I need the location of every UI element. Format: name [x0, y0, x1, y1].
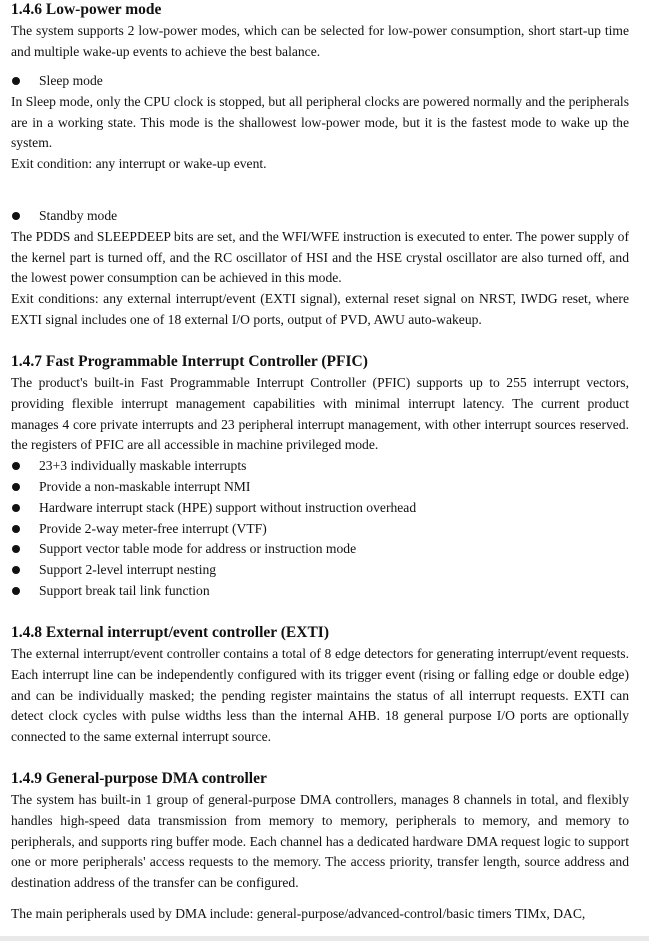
- list-item-label: Provide a non-maskable interrupt NMI: [39, 478, 251, 494]
- list-item-label: 23+3 individually maskable interrupts: [39, 458, 247, 474]
- page-bottom-edge: [0, 936, 649, 941]
- list-item-label: Standby mode: [39, 208, 118, 223]
- paragraph: The system has built-in 1 group of general-purpose DMA controllers, manages 8 channels in total, and flexibly handles high-speed data transmission from memory to memory, peripherals to memory, and memory to peripherals, and supports ring buffer mode. Each channel has a dedicated hardware DMA request logic to support one or more peripherals' access requests to the memory. The access priority, transfer length, source address and destination address of the transfer can be configured.: [11, 792, 629, 891]
- paragraph: The system supports 2 low-power modes, which can be selected for low-power consumption, short start-up time and multiple wake-up events to achieve the best balance.: [11, 23, 629, 59]
- sleep-mode-block: [11, 71, 629, 175]
- section-heading: 1.4.7 Fast Programmable Interrupt Controller (PFIC): [11, 353, 368, 370]
- paragraph: The PDDS and SLEEPDEEP bits are set, and the WFI/WFE instruction is executed to enter. The power supply of the kernel part is turned off, and the RC oscillator of HSI and the HSE crystal oscillator are also turned off, and the lowest power consumption can be achieved in this mode.: [11, 228, 629, 286]
- list-item: [11, 456, 629, 477]
- paragraph: The external interrupt/event controller contains a total of 8 edge detectors for generating interrupt/event requests. Each interrupt line can be independently configured with its trigger event (rising or falling edge or double edge) and can be individually masked; the pending register maintains the status of all interrupt requests. EXTI can detect clock cycles with pulse widths less than the internal AHB. 18 general purpose I/O ports are optionally connected to the same external interrupt source.: [11, 646, 629, 745]
- paragraph: In Sleep mode, only the CPU clock is stopped, but all peripheral clocks are powered normally and the peripherals are in a working state. This mode is the shallowest low-power mode, but it is the fastest mode to wake up the system.: [11, 93, 629, 151]
- bullet-icon: [12, 77, 20, 85]
- list-item-label: Provide 2-way meter-free interrupt (VTF): [39, 520, 267, 536]
- bullet-icon: [12, 566, 20, 574]
- list-item: [11, 581, 629, 602]
- list-item: [11, 206, 629, 227]
- bullet-icon: [12, 525, 20, 533]
- section-dma: [11, 769, 629, 925]
- paragraph: Exit condition: any interrupt or wake-up event.: [11, 156, 267, 172]
- bullet-icon: [12, 462, 20, 470]
- bullet-icon: [12, 587, 20, 595]
- list-item-label: Support break tail link function: [39, 582, 210, 598]
- list-item-label: Support vector table mode for address or instruction mode: [39, 541, 357, 557]
- section-pfic: [11, 352, 629, 602]
- list-item-label: Support 2-level interrupt nesting: [39, 562, 217, 578]
- list-item: [11, 498, 629, 519]
- bullet-icon: [12, 504, 20, 512]
- paragraph: The main peripherals used by DMA include: general-purpose/advanced-control/basic timers TIMx, DAC,: [11, 905, 586, 921]
- list-item-label: Sleep mode: [39, 73, 103, 88]
- bullet-icon: [12, 483, 20, 491]
- bullet-icon: [12, 545, 20, 553]
- section-low-power: [11, 0, 629, 63]
- bullet-icon: [12, 212, 20, 220]
- list-item: [11, 560, 629, 581]
- list-item: [11, 477, 629, 498]
- paragraph: The product's built-in Fast Programmable Interrupt Controller (PFIC) supports up to 255 interrupt vectors, providing flexible interrupt management capabilities with minimal interrupt latency. The current product manages 4 core private interrupts and 23 peripheral interrupt management, with other interrupt sources reserved. the registers of PFIC are all accessible in machine privileged mode.: [11, 375, 629, 453]
- list-item: [11, 519, 629, 540]
- section-heading: 1.4.6 Low-power mode: [11, 1, 162, 18]
- section-heading: 1.4.8 External interrupt/event controller (EXTI): [11, 624, 329, 641]
- list-item: [11, 539, 629, 560]
- paragraph: Exit conditions: any external interrupt/event (EXTI signal), external reset signal on NRST, IWDG reset, where EXTI signal includes one of 18 external I/O ports, output of PVD, AWU auto-wakeup.: [11, 291, 629, 327]
- section-exti: [11, 623, 629, 748]
- feature-list: [11, 456, 629, 602]
- section-heading: 1.4.9 General-purpose DMA controller: [11, 770, 267, 787]
- list-item-label: Hardware interrupt stack (HPE) support without instruction overhead: [39, 499, 417, 515]
- list-item: [11, 71, 629, 92]
- standby-mode-block: [11, 206, 629, 331]
